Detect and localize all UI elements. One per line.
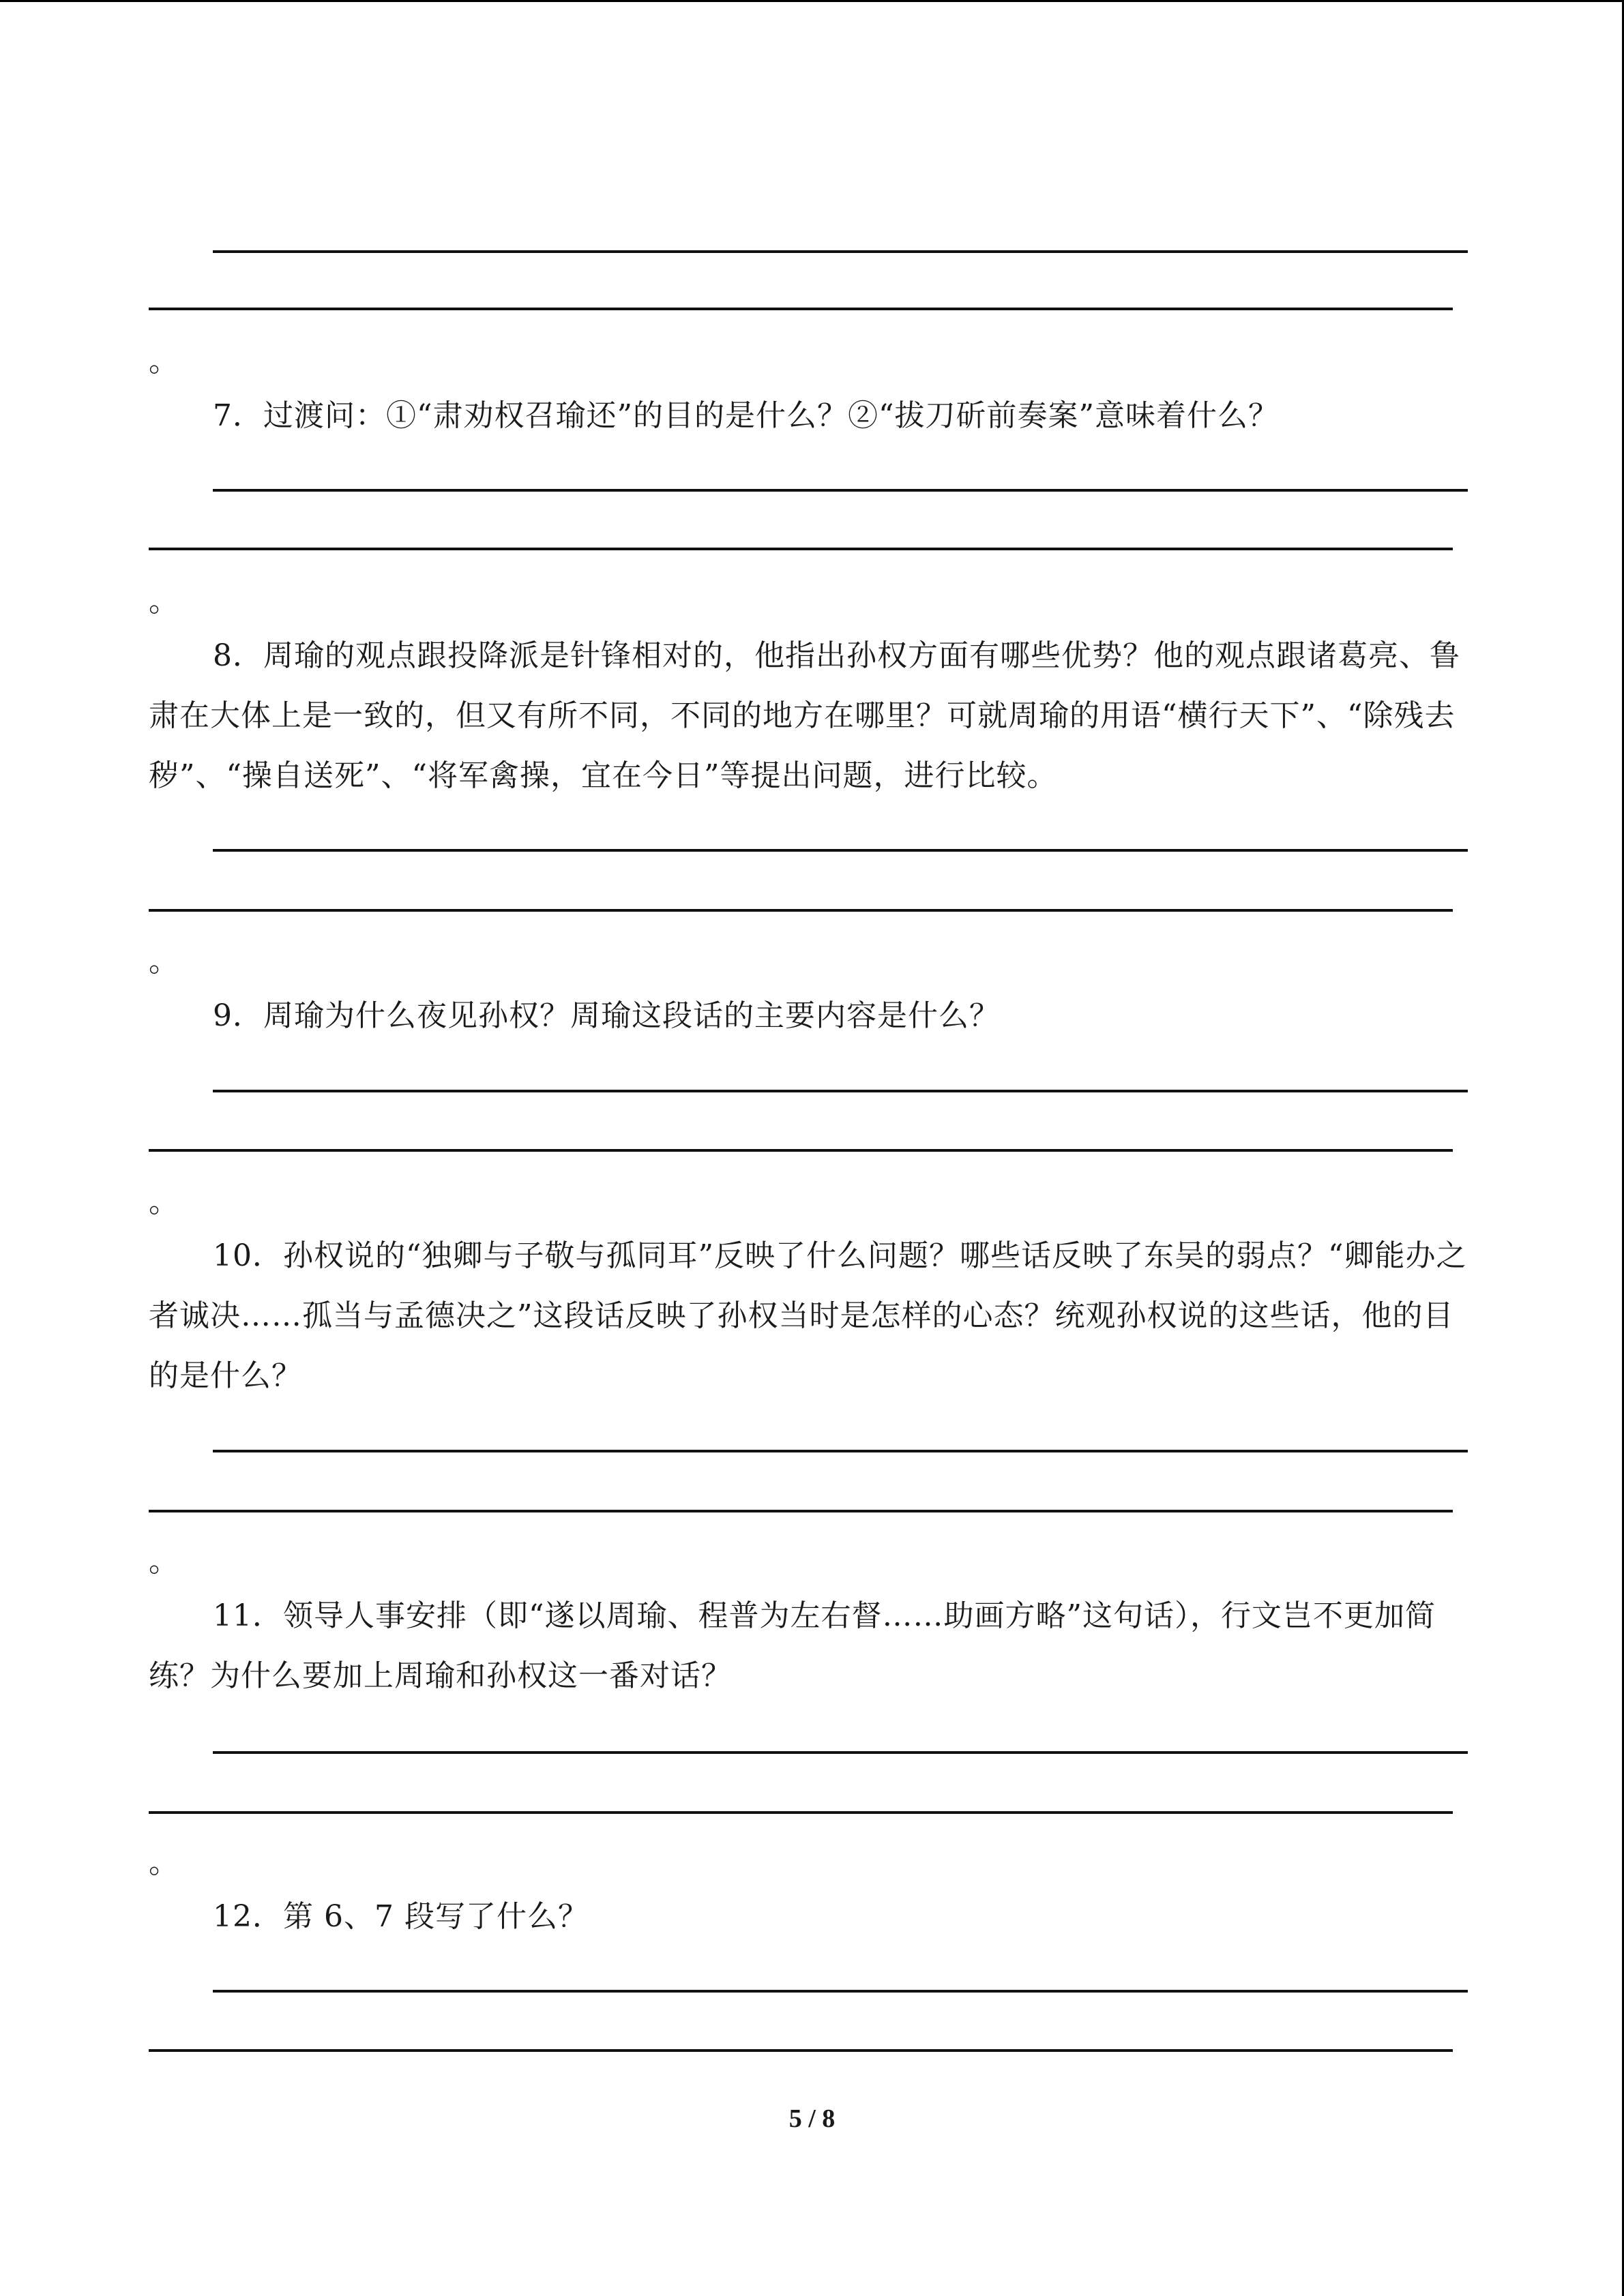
question-number: 7． (213, 398, 263, 433)
question-text: 第 6、7 段写了什么？ (283, 1899, 589, 1934)
answer-end-mark: 。 (149, 344, 179, 378)
question-number: 12． (213, 1899, 283, 1934)
answer-line[interactable] (149, 548, 1453, 550)
question-number: 9． (213, 998, 263, 1033)
page-number: 5 / 8 (788, 2104, 836, 2133)
question-text: 周瑜为什么夜见孙权？周瑜这段话的主要内容是什么？ (263, 998, 1000, 1033)
answer-line[interactable] (149, 1510, 1453, 1512)
question-10 (149, 1226, 1475, 1406)
answer-line[interactable] (213, 489, 1468, 492)
answer-line[interactable] (149, 2049, 1453, 2052)
answer-line[interactable] (213, 1990, 1468, 1993)
question-7 (149, 386, 1475, 446)
question-8 (149, 626, 1475, 806)
question-text: 周瑜的观点跟投降派是针锋相对的，他指出孙权方面有哪些优势？他的观点跟诸葛亮、鲁肃在大体上是一致的，但又有所不同，不同的地方在哪里？可就周瑜的用语“横行天下”、“除残去秽”、“操自送死”、“将军禽操，宜在今日”等提出问题，进行比较。 (149, 638, 1460, 793)
answer-line[interactable] (149, 308, 1453, 310)
answer-end-mark: 。 (149, 584, 179, 618)
answer-line[interactable] (213, 250, 1468, 253)
answer-line[interactable] (213, 1450, 1468, 1452)
answer-line[interactable] (213, 1090, 1468, 1092)
answer-line[interactable] (213, 849, 1468, 852)
answer-end-mark: 。 (149, 944, 179, 979)
question-12 (149, 1887, 1475, 1947)
question-number: 8． (213, 638, 263, 673)
page-border-top (0, 0, 1624, 2)
answer-line[interactable] (149, 909, 1453, 912)
answer-end-mark: 。 (149, 1184, 179, 1219)
question-text: 孙权说的“独卿与子敬与孤同耳”反映了什么问题？哪些话反映了东吴的弱点？“卿能办之者诚决……孤当与孟德决之”这段话反映了孙权当时是怎样的心态？统观孙权说的这些话，他的目的是什么？ (149, 1238, 1467, 1393)
question-text: 过渡问：①“肃劝权召瑜还”的目的是什么？②“拔刀斫前奏案”意味着什么？ (263, 398, 1279, 433)
question-number: 10． (213, 1238, 283, 1273)
answer-line[interactable] (149, 1811, 1453, 1814)
answer-end-mark: 。 (149, 1845, 179, 1880)
question-text: 领导人事安排（即“遂以周瑜、程普为左右督……助画方略”这句话），行文岂不更加简练？为什么要加上周瑜和孙权这一番对话？ (149, 1598, 1436, 1693)
answer-end-mark: 。 (149, 1544, 179, 1579)
question-11 (149, 1586, 1475, 1706)
question-9 (149, 986, 1475, 1046)
answer-line[interactable] (213, 1751, 1468, 1754)
question-number: 11． (213, 1598, 283, 1633)
answer-line[interactable] (149, 1149, 1453, 1152)
